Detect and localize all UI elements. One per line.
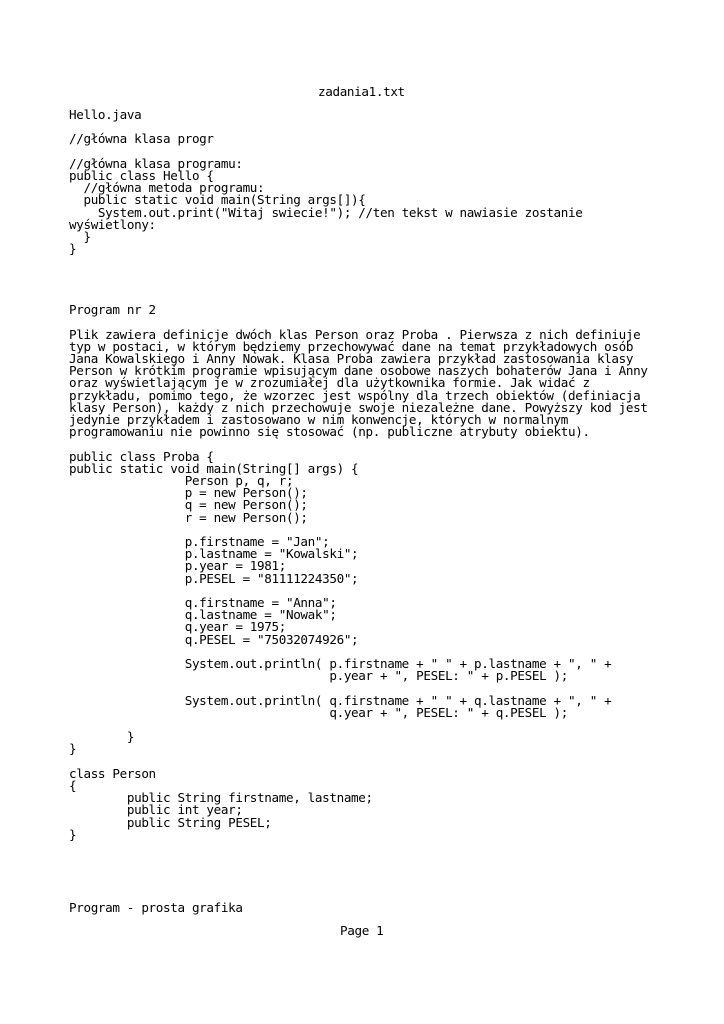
text-line: wyświetlony: (69, 216, 156, 232)
text-line: System.out.print("Witaj swiecie!"); //ten tekst w nawiasie zostanie (69, 204, 583, 220)
text-line: programowaniu nie powinno się stosować (np. publiczne atrybuty obiektu). (69, 424, 590, 440)
text-line: q = new Person(); (69, 497, 308, 513)
text-line: public static void main(String[] args) { (69, 460, 359, 476)
text-line: p.PESEL = "81111224350"; (69, 570, 359, 586)
text-line: Plik zawiera definicje dwóch klas Person oraz Proba . Pierwsza z nich definiuje (69, 326, 641, 342)
text-line: public class Proba { (69, 448, 214, 464)
text-line: q.PESEL = "75032074926"; (69, 631, 359, 647)
text-line: oraz wyświetlającym je w zrozumiałej dla użytkownika formie. Jak widać z (69, 375, 590, 391)
text-line: klasy Person), każdy z nich przechowuje swoje niezależne dane. Powyższy kod jest (69, 399, 648, 415)
text-line: typ w postaci, w którym będziemy przechowywać dane na temat przykładowych osób (69, 338, 634, 354)
text-line: p.year = 1981; (69, 558, 286, 574)
text-line: Hello.java (69, 107, 142, 122)
text-line: public class Hello { (69, 168, 214, 183)
text-line: q.year = 1975; (69, 619, 286, 635)
text-line: Jana Kowalskiego i Anny Nowak. Klasa Proba zawiera przykład zastosowania klasy (69, 351, 634, 366)
text-line: przykładu, pomimo tego, że wzorzec jest wspólny dla trzech obiektów (definiacja (69, 387, 641, 403)
text-line: public String firstname, lastname; (69, 790, 373, 806)
text-line: //główna metoda programu: (69, 180, 265, 196)
page-footer: Page 1 (340, 923, 384, 938)
text-line: Person p, q, r; (69, 473, 294, 488)
document-title: zadania1.txt (318, 84, 405, 99)
text-line: Program nr 2 (69, 302, 156, 318)
text-line: public String PESEL; (69, 814, 272, 830)
text-line: } (69, 826, 77, 842)
text-line: public int year; (69, 802, 243, 818)
text-line: { (69, 778, 77, 793)
text-line: q.year + ", PESEL: " + q.PESEL ); (69, 704, 569, 720)
text-line: p.lastname = "Kowalski"; (69, 546, 359, 562)
text-line: jedynie przykładem i zastosowano w nim konwencje, których w normalnym (69, 412, 569, 427)
text-line: } (69, 241, 77, 257)
text-line: System.out.println( p.firstname + " " + p.lastname + ", " + (69, 656, 612, 671)
text-line: q.lastname = "Nowak"; (69, 607, 337, 623)
text-line: p.firstname = "Jan"; (69, 534, 330, 549)
text-line: Program - prosta grafika (69, 900, 243, 915)
text-line: } (69, 741, 77, 757)
text-line: q.firstname = "Anna"; (69, 595, 337, 610)
text-line: Person w krótkim programie wpisującym dane osobowe naszych bohaterów Jana i Anny (69, 363, 648, 379)
text-line: System.out.println( q.firstname + " " + q.lastname + ", " + (69, 692, 612, 708)
text-line: class Person (69, 765, 156, 781)
text-line: p.year + ", PESEL: " + p.PESEL ); (69, 668, 569, 684)
text-line: } (69, 729, 135, 745)
text-line: p = new Person(); (69, 485, 308, 501)
text-line: //główna klasa programu: (69, 155, 243, 171)
text-line: public static void main(String args[]){ (69, 192, 366, 208)
text-line: } (69, 229, 91, 244)
text-line: r = new Person(); (69, 509, 308, 525)
text-line: //główna klasa progr (69, 131, 214, 147)
